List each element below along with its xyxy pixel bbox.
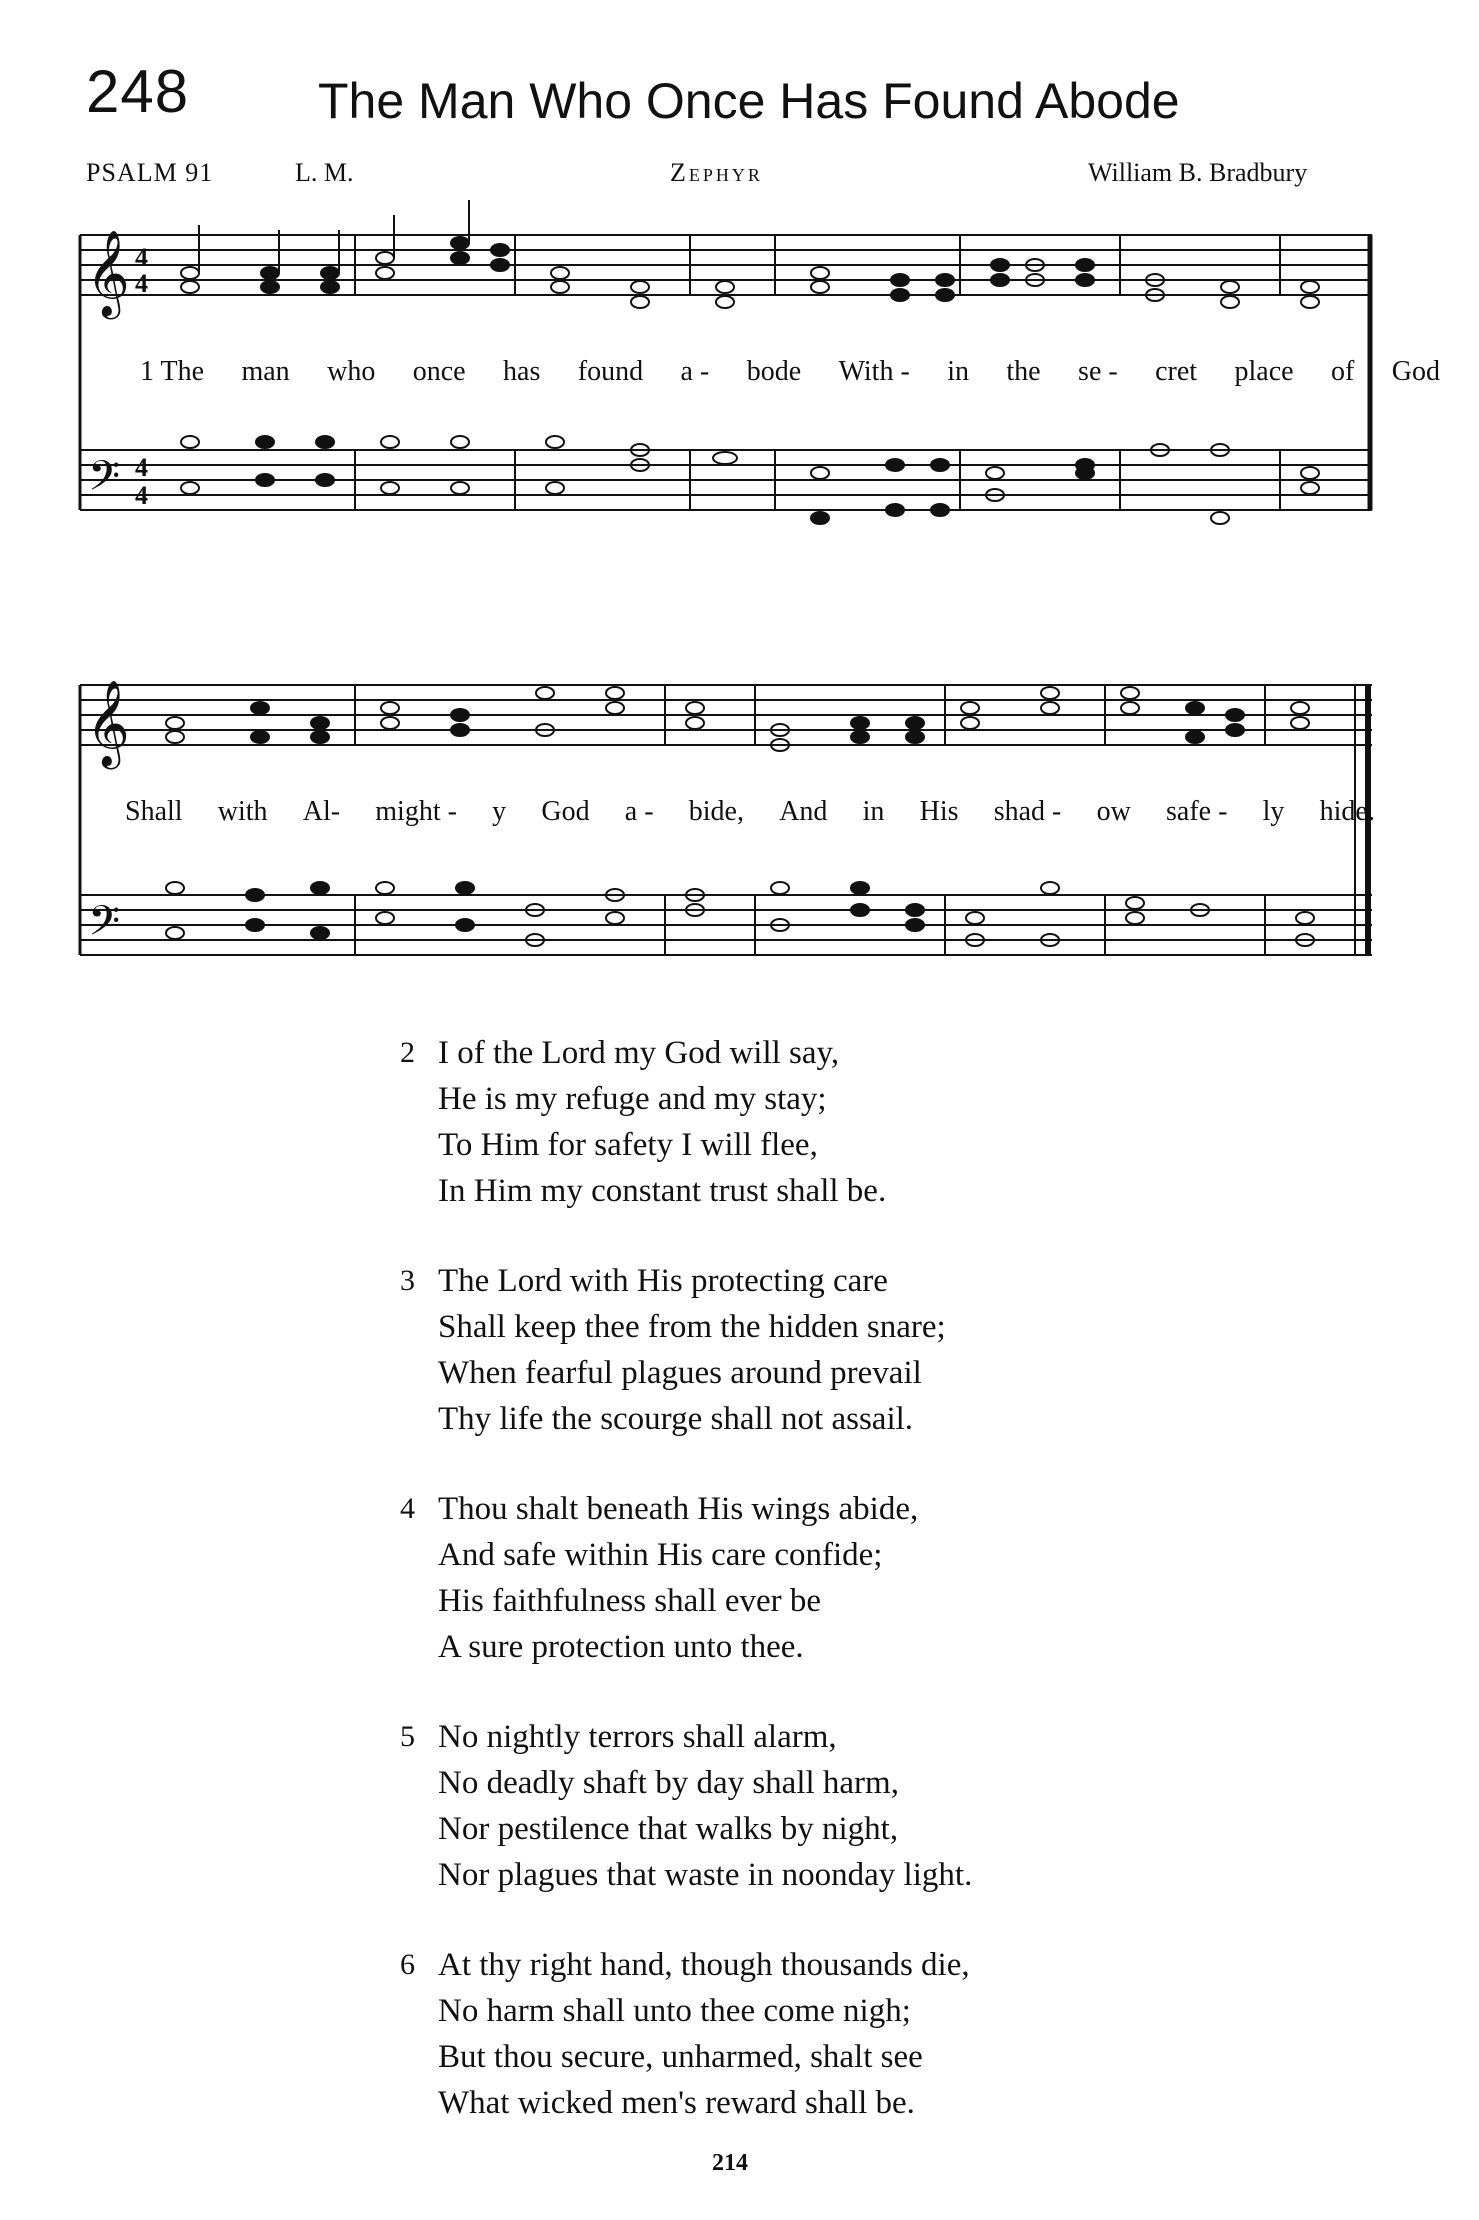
stanza-line: In Him my constant trust shall be. xyxy=(438,1173,887,1209)
lyric-syllable: found xyxy=(577,356,644,387)
lyric-syllable: once xyxy=(412,356,466,387)
time-signature-treble: 4 xyxy=(135,243,148,272)
stanza-line: No nightly terrors shall alarm, xyxy=(438,1719,837,1755)
bass-clef: 𝄢 xyxy=(88,897,121,955)
lyric-syllable: y xyxy=(492,796,507,827)
stanza-line: I of the Lord my God will say, xyxy=(438,1035,840,1071)
psalm-reference: PSALM 91 xyxy=(86,158,214,187)
lyric-syllable: 1 The xyxy=(140,356,205,387)
stanza-line: Shall keep thee from the hidden snare; xyxy=(438,1309,946,1345)
lyric-syllable: ly xyxy=(1262,796,1285,827)
stanza-number: 2 xyxy=(400,1036,415,1069)
stanza-line: The Lord with His protecting care xyxy=(438,1263,888,1299)
bass-notes-2 xyxy=(166,882,1314,946)
stanza-6 xyxy=(400,1942,1180,2126)
time-signature-bass: 4 xyxy=(135,453,148,482)
lyric-syllable: has xyxy=(503,356,541,387)
stanza-number: 5 xyxy=(400,1720,415,1753)
lyric-syllable: God xyxy=(541,796,590,827)
lyric-syllable: And xyxy=(779,796,828,827)
bass-staff-2 xyxy=(80,895,1372,955)
stanza-line: Thy life the scourge shall not assail. xyxy=(438,1401,914,1437)
lyric-syllable: place xyxy=(1234,356,1294,387)
lyric-syllable: cret xyxy=(1155,356,1198,387)
stanza-line: No harm shall unto thee come nigh; xyxy=(438,1993,911,2029)
stanza-line: But thou secure, unharmed, shalt see xyxy=(438,2039,923,2075)
tune-name: Zephyr xyxy=(670,158,763,187)
time-signature-treble-bottom: 4 xyxy=(135,269,148,298)
lyric-syllable: man xyxy=(241,356,290,387)
lyric-syllable: with xyxy=(217,796,268,827)
bass-clef: 𝄢 xyxy=(88,452,121,510)
hymn-number: 248 xyxy=(86,58,190,125)
lyric-syllable: of xyxy=(1331,356,1355,387)
stanza-4 xyxy=(400,1486,1180,1670)
stanza-line: He is my refuge and my stay; xyxy=(438,1081,827,1117)
stanza-number: 6 xyxy=(400,1948,415,1981)
stanza-line: No deadly shaft by day shall harm, xyxy=(438,1765,899,1801)
stanza-line: His faithfulness shall ever be xyxy=(438,1583,822,1619)
composer: William B. Bradbury xyxy=(1088,158,1308,187)
treble-staff-2 xyxy=(80,685,1372,745)
lyric-syllable: bide, xyxy=(688,796,744,827)
stanza-line: Nor plagues that waste in noonday light. xyxy=(438,1857,973,1893)
stanza-line: Thou shalt beneath His wings abide, xyxy=(438,1491,919,1527)
treble-notes-1 xyxy=(181,200,1319,308)
lyric-syllable: With - xyxy=(838,356,910,387)
stanza-list xyxy=(400,1030,1180,2170)
lyrics-line-2 xyxy=(80,796,1375,828)
stanza-number: 3 xyxy=(400,1264,415,1297)
lyric-syllable: who xyxy=(327,356,376,387)
lyric-syllable: bode xyxy=(746,356,802,387)
lyric-syllable: Al- xyxy=(302,796,341,827)
lyric-syllable: in xyxy=(947,356,969,387)
stanza-line: At thy right hand, though thousands die, xyxy=(438,1947,970,1983)
stanza-line: When fearful plagues around prevail xyxy=(438,1355,922,1391)
lyric-syllable: se - xyxy=(1078,356,1118,387)
lyric-syllable: Shall xyxy=(125,796,183,827)
stanza-3 xyxy=(400,1258,1180,1442)
treble-notes-2 xyxy=(166,687,1309,751)
stanza-line: What wicked men's reward shall be. xyxy=(438,2085,915,2121)
treble-clef: 𝄞 xyxy=(86,680,130,766)
lyric-syllable: a - xyxy=(680,356,710,387)
lyrics-line-1 xyxy=(80,356,1440,388)
treble-clef: 𝄞 xyxy=(86,230,130,316)
stanza-5 xyxy=(400,1714,1180,1898)
page-number: 214 xyxy=(712,2150,748,2176)
lyric-syllable: His xyxy=(919,796,959,827)
stanza-2 xyxy=(400,1030,1180,1214)
meter: L. M. xyxy=(295,158,354,187)
lyric-syllable: shad - xyxy=(993,796,1062,827)
lyric-syllable: hide. xyxy=(1319,796,1375,827)
lyric-syllable: God xyxy=(1391,356,1440,387)
stanza-line: A sure protection unto thee. xyxy=(438,1629,804,1665)
lyric-syllable: a - xyxy=(624,796,654,827)
hymn-title: The Man Who Once Has Found Abode xyxy=(318,73,1180,129)
lyric-syllable: ow xyxy=(1096,796,1131,827)
stanza-line: Nor pestilence that walks by night, xyxy=(438,1811,899,1847)
lyric-syllable: safe - xyxy=(1166,796,1228,827)
lyric-syllable: in xyxy=(862,796,885,827)
stanza-number: 4 xyxy=(400,1492,415,1525)
lyric-syllable: might - xyxy=(375,796,457,827)
stanza-line: To Him for safety I will flee, xyxy=(438,1127,818,1163)
time-signature-bass-bottom: 4 xyxy=(135,481,148,510)
stanza-line: And safe within His care confide; xyxy=(438,1537,883,1573)
lyric-syllable: the xyxy=(1006,356,1041,387)
